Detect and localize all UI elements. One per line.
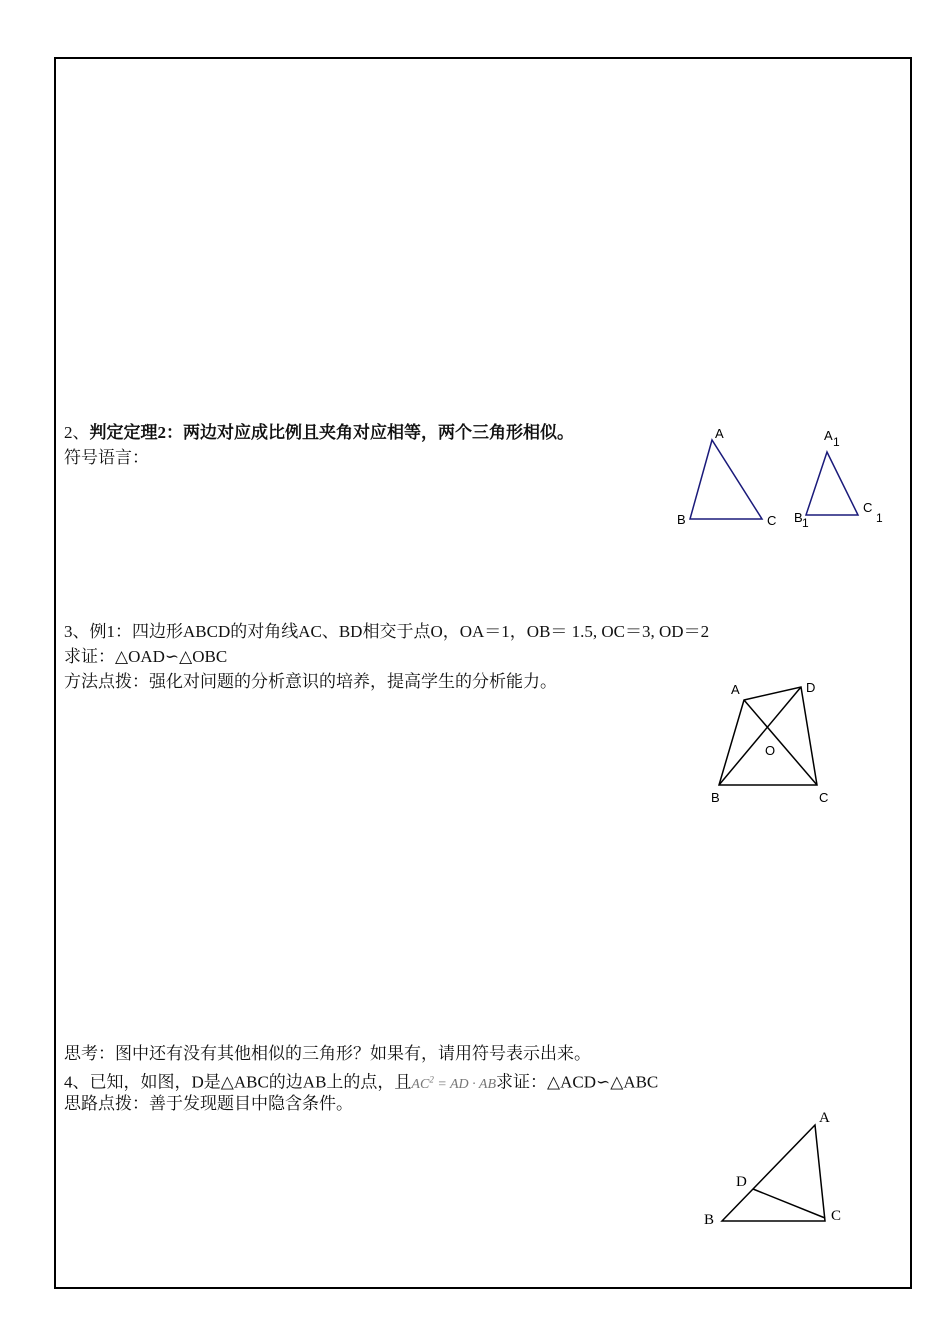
theorem-2-prefix: 2、 <box>64 423 90 442</box>
label-a1-sub: 1 <box>833 435 840 449</box>
problem-4-prefix: 4、已知，如图，D是△ABC的边AB上的点，且 <box>64 1072 412 1092</box>
label-a: A <box>819 1110 830 1126</box>
figure-similar-triangles <box>670 420 900 535</box>
problem-4-prove: 求证：△ACD∽△ABC <box>496 1072 659 1092</box>
problem-4-given <box>64 1068 658 1096</box>
label-o: O <box>765 743 776 758</box>
quadrilateral-abcd <box>719 687 817 785</box>
label-a: A <box>731 682 740 697</box>
diagonal-bd <box>719 687 801 785</box>
label-c: C <box>831 1208 842 1224</box>
label-b: B <box>704 1212 715 1228</box>
label-a: A <box>715 426 724 441</box>
label-b1-sub: 1 <box>802 516 809 530</box>
triangle-a1b1c1 <box>806 452 858 515</box>
figure-quadrilateral <box>700 675 850 815</box>
label-c: C <box>819 790 829 805</box>
segment-dc <box>753 1189 825 1218</box>
label-b: B <box>711 790 720 805</box>
label-b1: B <box>794 510 803 525</box>
label-c: C <box>767 513 777 528</box>
triangle-abc <box>722 1125 825 1221</box>
label-d: D <box>736 1174 747 1190</box>
label-c1: C <box>863 500 873 515</box>
theorem-2-line <box>64 422 574 444</box>
think-question: 思考：图中还有没有其他相似的三角形？如果有，请用符号表示出来。 <box>64 1044 591 1063</box>
formula-ac-squared: $AC^2$ = AD · AB <box>411 1074 497 1092</box>
example-1-method: 方法点拨：强化对问题的分析意识的培养，提高学生的分析能力。 <box>64 672 557 691</box>
example-1-prove: 求证：△OAD∽△OBC <box>64 647 228 666</box>
theorem-2-text: 判定定理2：两边对应成比例且夹角对应相等，两个三角形相似。 <box>89 423 574 442</box>
label-d: D <box>806 680 816 695</box>
figure-triangle-acd <box>695 1100 855 1235</box>
problem-4-hint: 思路点拨：善于发现题目中隐含条件。 <box>64 1094 353 1113</box>
label-c1-sub: 1 <box>876 511 883 525</box>
symbol-language-label: 符号语言： <box>64 448 149 467</box>
label-b: B <box>677 512 686 527</box>
triangle-abc <box>690 440 762 519</box>
example-1-statement: 3、例1：四边形ABCD的对角线AC、BD相交于点O，OA＝1，OB＝ 1.5, OC＝3, OD＝2 <box>64 622 710 641</box>
label-a1: A <box>824 428 833 443</box>
